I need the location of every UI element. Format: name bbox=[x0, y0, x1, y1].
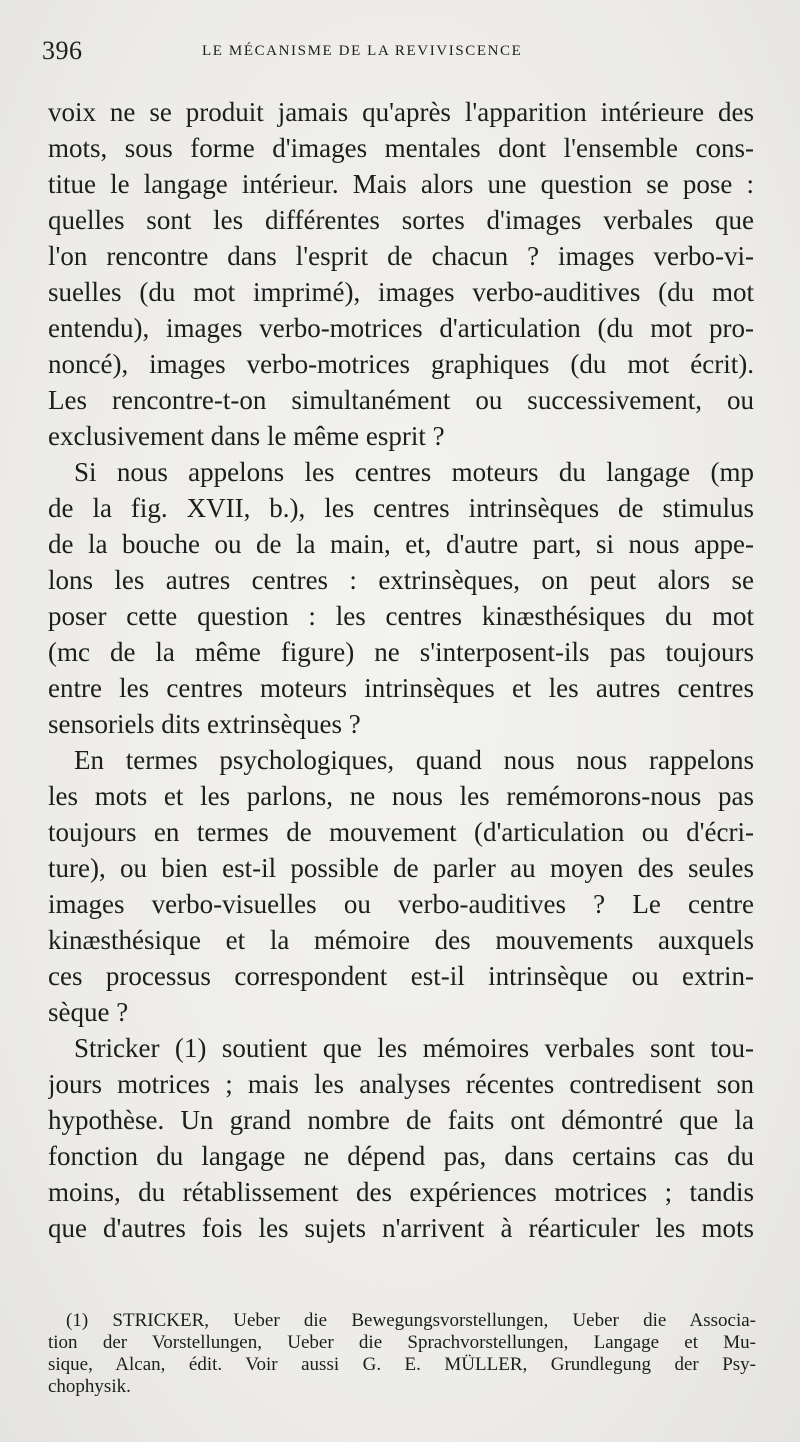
text-line: noncé), images verbo-motrices graphiques (du mot écrit). bbox=[48, 349, 754, 379]
text-line: moins, du rétablissement des expériences motrices ; tandis bbox=[48, 1177, 754, 1207]
text-line: (mc de la même figure) ne s'interposent-ils pas toujours bbox=[48, 637, 754, 667]
text-line: lons les autres centres : extrinsèques, on peut alors se bbox=[48, 565, 754, 595]
text-line: ces processus correspondent est-il intrinsèque ou extrin- bbox=[48, 961, 754, 991]
text-line: images verbo-visuelles ou verbo-auditives ? Le centre bbox=[48, 889, 754, 919]
text-line: entendu), images verbo-motrices d'articulation (du mot pro- bbox=[48, 313, 754, 343]
running-head: LE MÉCANISME DE LA REVIVISCENCE bbox=[202, 43, 523, 59]
text-line: kinæsthésique et la mémoire des mouvements auxquels bbox=[48, 925, 754, 955]
page-number: 396 bbox=[42, 36, 83, 65]
text-line: de la bouche ou de la main, et, d'autre part, si nous appe- bbox=[48, 529, 754, 559]
footnote-line: (1) STRICKER, Ueber die Bewegungsvorstellungen, Ueber die Associa- bbox=[66, 1310, 756, 1331]
text-line: Stricker (1) soutient que les mémoires verbales sont tou- bbox=[74, 1033, 754, 1063]
body-text bbox=[48, 94, 754, 1246]
text-line: voix ne se produit jamais qu'après l'apparition intérieure des bbox=[48, 97, 754, 127]
text-line: les mots et les parlons, ne nous les remémorons-nous pas bbox=[48, 781, 754, 811]
text-line: Les rencontre-t-on simultanément ou successivement, ou bbox=[48, 385, 754, 415]
footnote-line: tion der Vorstellungen, Ueber die Sprachvorstellungen, Langage et Mu- bbox=[48, 1332, 756, 1353]
text-line: poser cette question : les centres kinæsthésiques du mot bbox=[48, 601, 754, 631]
text-line: suelles (du mot imprimé), images verbo-auditives (du mot bbox=[48, 277, 754, 307]
footnote-line: chophysik. bbox=[48, 1376, 131, 1397]
text-line: toujours en termes de mouvement (d'articulation ou d'écri- bbox=[48, 817, 754, 847]
text-line: exclusivement dans le même esprit ? bbox=[48, 421, 445, 451]
text-line: jours motrices ; mais les analyses récentes contredisent son bbox=[48, 1069, 754, 1099]
page-header bbox=[42, 36, 760, 66]
text-line: sèque ? bbox=[48, 997, 129, 1027]
text-line: de la fig. XVII, b.), les centres intrinsèques de stimulus bbox=[48, 493, 754, 523]
text-line: sensoriels dits extrinsèques ? bbox=[48, 709, 361, 739]
text-line: hypothèse. Un grand nombre de faits ont démontré que la bbox=[48, 1105, 754, 1135]
text-line: l'on rencontre dans l'esprit de chacun ? images verbo-vi- bbox=[48, 241, 754, 271]
footnote bbox=[48, 1310, 756, 1398]
text-line: mots, sous forme d'images mentales dont l'ensemble cons- bbox=[48, 133, 754, 163]
text-line: entre les centres moteurs intrinsèques et les autres centres bbox=[48, 673, 754, 703]
text-line: quelles sont les différentes sortes d'images verbales que bbox=[48, 205, 754, 235]
text-line: titue le langage intérieur. Mais alors une question se pose : bbox=[48, 169, 754, 199]
footnote-line: sique, Alcan, édit. Voir aussi G. E. MÜLLER, Grundlegung der Psy- bbox=[48, 1354, 756, 1375]
text-line: En termes psychologiques, quand nous nous rappelons bbox=[74, 745, 754, 775]
text-line: Si nous appelons les centres moteurs du langage (mp bbox=[74, 457, 754, 487]
text-line: fonction du langage ne dépend pas, dans certains cas du bbox=[48, 1141, 754, 1171]
text-line: que d'autres fois les sujets n'arrivent à réarticuler les mots bbox=[48, 1213, 754, 1243]
text-line: ture), ou bien est-il possible de parler au moyen des seules bbox=[48, 853, 754, 883]
